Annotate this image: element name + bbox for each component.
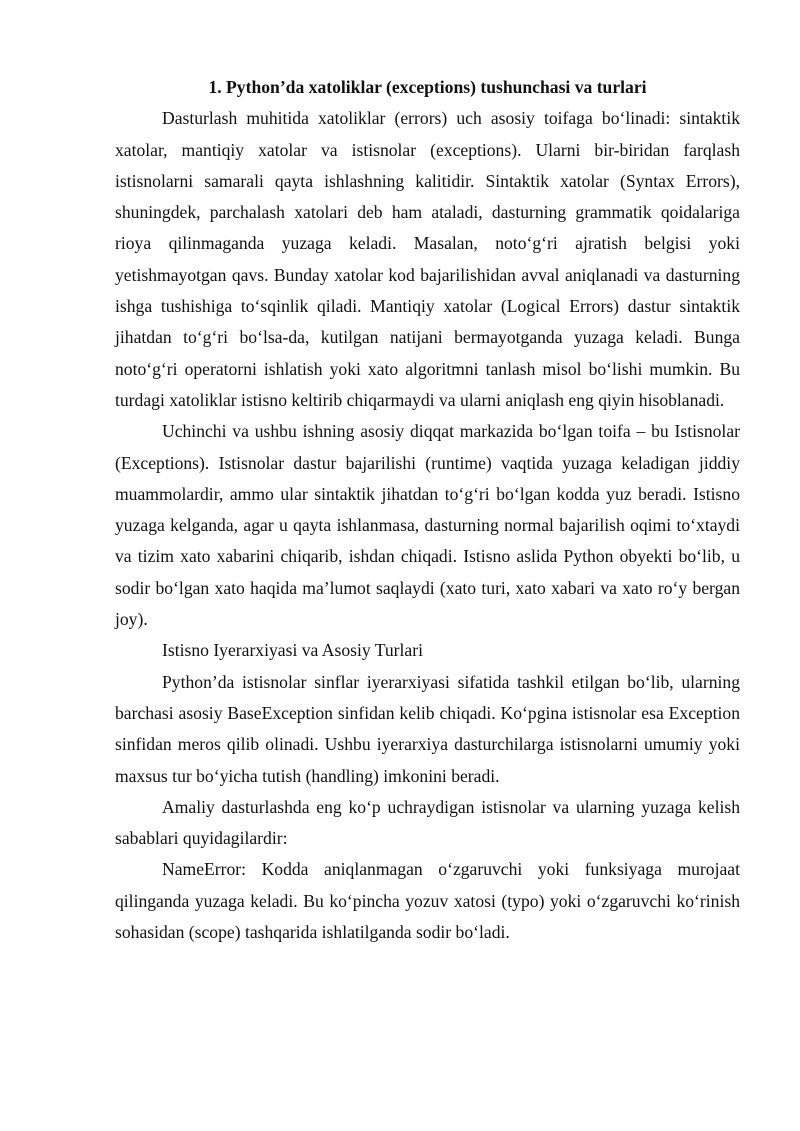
- paragraph-error-types: Dasturlash muhitida xatoliklar (errors) uch asosiy toifaga bo‘linadi: sintaktik xatolar, mantiqiy xatolar va istisnolar (exceptions). Ularni bir-biridan farqlash istisnolarni samarali qayta ishlashning kalitidir. Sintaktik xatolar (Syntax Errors), shuningdek, parchalash xatolari deb ham ataladi, dasturning grammatik qoidalariga rioya qilinmaganda yuzaga keladi. Masalan, noto‘g‘ri ajratish belgisi yoki yetishmayotgan qavs. Bunday xatolar kod bajarilishidan avval aniqlanadi va dasturning ishga tushishiga to‘sqinlik qiladi. Mantiqiy xatolar (Logical Errors) dastur sintaktik jihatdan to‘g‘ri bo‘lsa-da, kutilgan natijani bermayotganda yuzaga keladi. Bunga noto‘g‘ri operatorni ishlatish yoki xato algoritmni tanlash misol bo‘lishi mumkin. Bu turdagi xatoliklar istisno keltirib chiqarmaydi va ularni aniqlash eng qiyin hisoblanadi.: [115, 108, 740, 410]
- subheading-hierarchy: Istisno Iyerarxiyasi va Asosiy Turlari: [162, 640, 423, 661]
- paragraph-nameerror: NameError: Kodda aniqlanmagan o‘zgaruvchi yoki funksiyaga murojaat qilinganda yuzaga keladi. Bu ko‘pincha yozuv xatosi (typo) yoki o‘zgaruvchi ko‘rinish sohasidan (scope) tashqarida ishlatilganda sodir bo‘ladi.: [115, 859, 740, 943]
- paragraph-exceptions: Uchinchi va ushbu ishning asosiy diqqat markazida bo‘lgan toifa – bu Istisnolar (Exceptions). Istisnolar dastur bajarilishi (runtime) vaqtida yuzaga keladigan jiddiy muammolardir, ammo ular sintaktik jihatdan to‘g‘ri bo‘lgan kodda yuz beradi. Istisno yuzaga kelganda, agar u qayta ishlanmasa, dasturning normal bajarilish oqimi to‘xtaydi va tizim xato xabarini chiqarib, ishdan chiqadi. Istisno aslida Python obyekti bo‘lib, u sodir bo‘lgan xato haqida ma’lumot saqlaydi (xato turi, xato xabari va xato ro‘y bergan joy).: [115, 421, 740, 630]
- page-content: [115, 72, 740, 948]
- section-title: 1. Python’da xatoliklar (exceptions) tushunchasi va turlari: [208, 77, 647, 97]
- paragraph-hierarchy: Python’da istisnolar sinflar iyerarxiyasi sifatida tashkil etilgan bo‘lib, ularning barchasi asosiy BaseException sinfidan kelib chiqadi. Ko‘pgina istisnolar esa Exception sinfidan meros qilib olinadi. Ushbu iyerarxiya dasturchilarga istisnolarni umumiy yoki maxsus tur bo‘yicha tutish (handling) imkonini beradi.: [115, 671, 740, 786]
- paragraph-common-exceptions: Amaliy dasturlashda eng ko‘p uchraydigan istisnolar va ularning yuzaga kelish sabablari quyidagilardir:: [115, 796, 740, 849]
